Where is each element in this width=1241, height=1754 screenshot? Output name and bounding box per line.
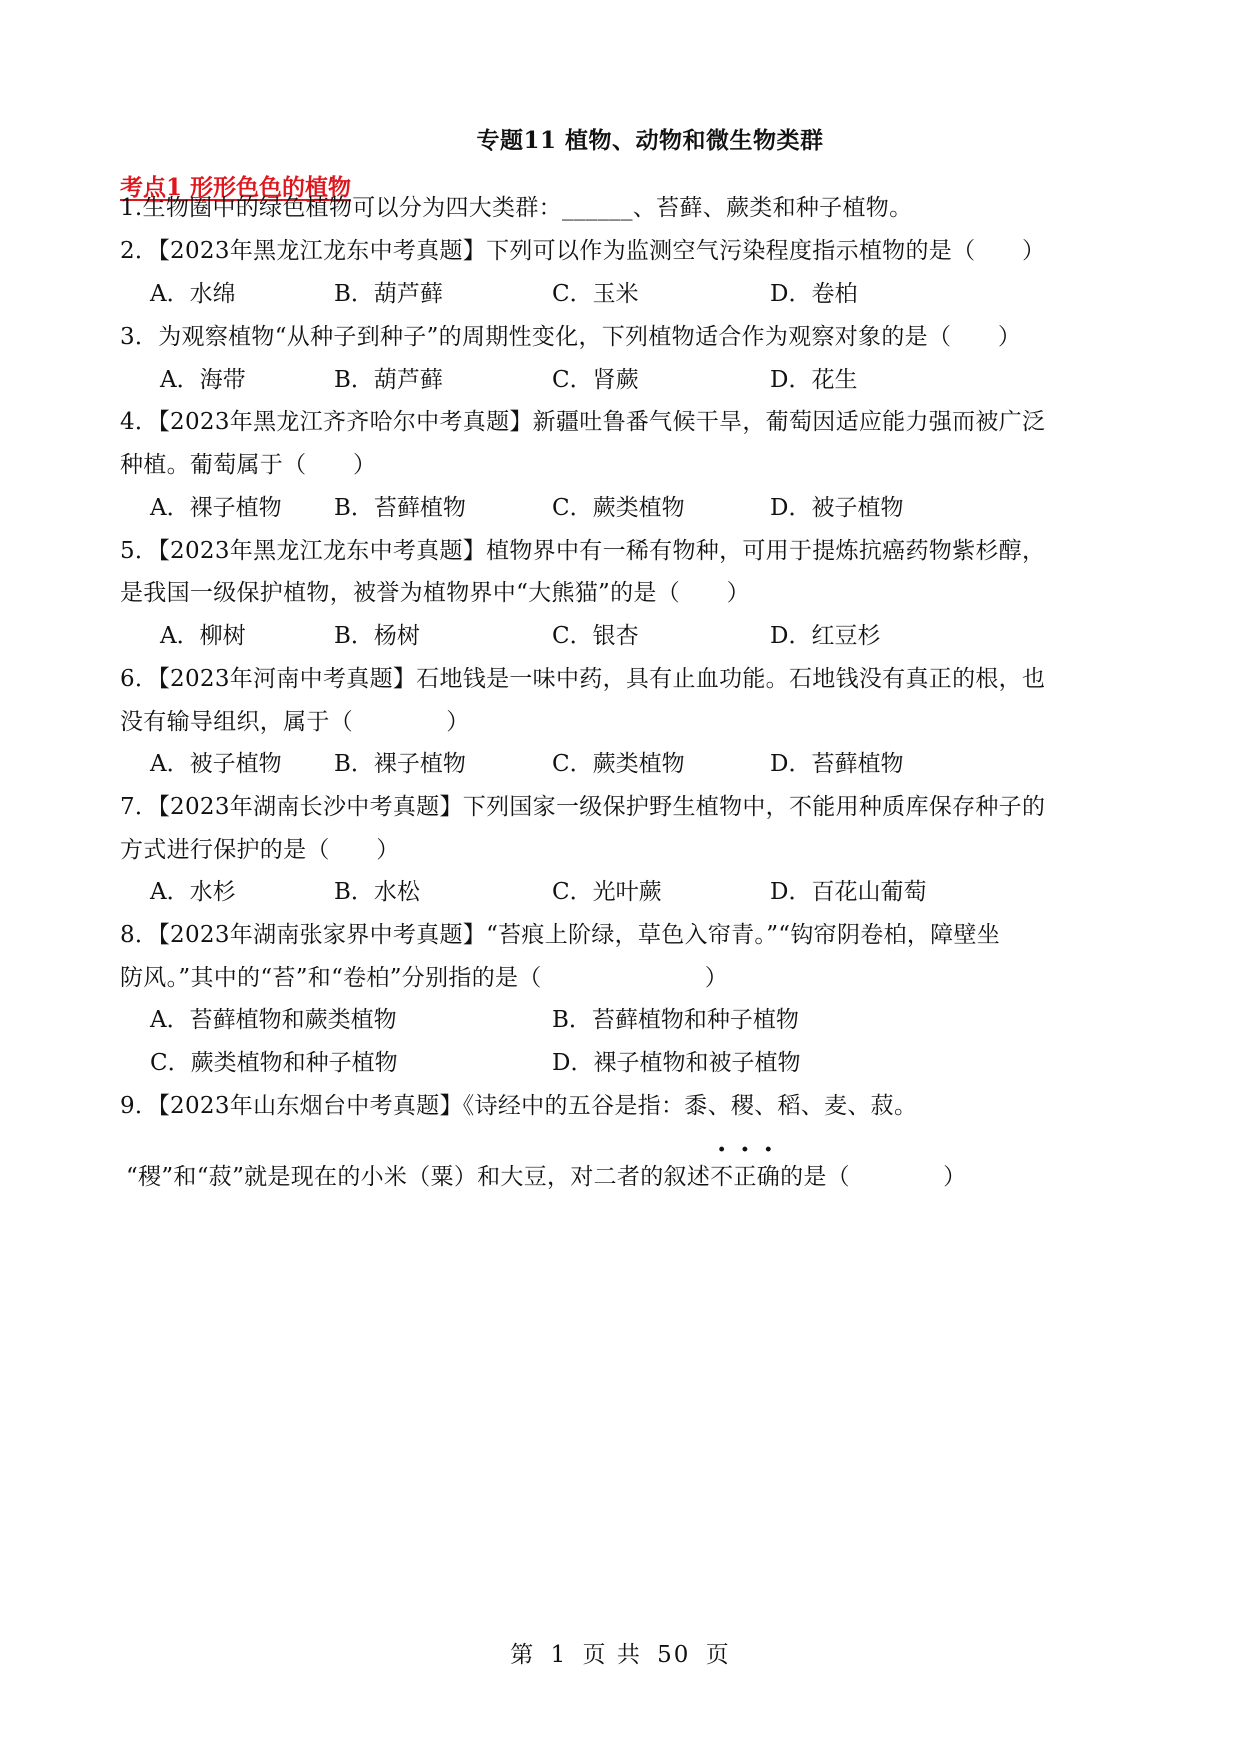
question-5-stem-line-1: 5．【2023年黑龙江龙东中考真题】植物界中有一稀有物种，可用于提炼抗癌药物紫杉醇， (120, 538, 1046, 564)
question-2-option-d: D．卷柏 (770, 281, 858, 307)
question-7-option-d: D．百花山葡萄 (770, 879, 927, 905)
question-3-stem: 3．为观察植物“从种子到种子”的周期性变化，下列植物适合作为观察对象的是（ ） (120, 324, 1022, 350)
question-5-stem-line-2: 是我国一级保护植物，被誉为植物界中“大熊猫”的是（ ） (120, 580, 750, 606)
question-4-stem-line-1: 4．【2023年黑龙江齐齐哈尔中考真题】新疆吐鲁番气候干旱，葡萄因适应能力强而被广泛 (120, 409, 1046, 435)
question-7-option-a: A．水杉 (150, 879, 236, 905)
question-9-text-after: 的是（ ） (780, 1164, 967, 1190)
question-2-option-c: C．玉米 (552, 281, 639, 307)
question-8-stem-line-2: 防风。”其中的“苔”和“卷柏”分别指的是（ ） (120, 965, 728, 991)
question-3-option-a: A．海带 (160, 367, 246, 393)
footer-prefix: 第 (510, 1642, 536, 1668)
question-7-option-c: C．光叶蕨 (552, 879, 662, 905)
question-8-stem-line-1: 8．【2023年湖南张家界中考真题】“苔痕上阶绿，草色入帘青。”“钩帘阴卷柏，障壁坐 (120, 922, 1001, 948)
question-7-stem-line-2: 方式进行保护的是（ ） (120, 837, 400, 863)
section-heading: 考点1 形形色色的植物 (120, 174, 352, 201)
emphasis-char-3: 确 (756, 1164, 781, 1190)
question-1-text-after: 、苔藓、蕨类和种子植物。 (632, 195, 913, 221)
question-3-option-c: C．肾蕨 (552, 367, 639, 393)
question-7-stem-line-1: 7．【2023年湖南长沙中考真题】下列国家一级保护野生植物中，不能用种质库保存种子的 (120, 794, 1046, 820)
question-6-stem-line-1: 6．【2023年河南中考真题】石地钱是一味中药，具有止血功能。石地钱没有真正的根，也 (120, 666, 1046, 692)
question-4-option-c: C．蕨类植物 (552, 495, 685, 521)
footer-total-pages: 50 (657, 1642, 691, 1668)
page-title: 专题11 植物、动物和微生物类群 (476, 127, 824, 154)
question-1-text-before: 1.生物圈中的绿色植物可以分为四大类群： (120, 195, 562, 221)
question-3-option-b: B．葫芦藓 (334, 367, 443, 393)
question-4-option-d: D．被子植物 (770, 495, 904, 521)
question-6-option-d: D．苔藓植物 (770, 751, 904, 777)
question-9-stem-line-1: 9．【2023年山东烟台中考真题】《诗经中的五谷是指：黍、稷、稻、麦、菽。 (120, 1093, 918, 1119)
footer-page-number: 1 (550, 1642, 568, 1668)
question-6-option-a: A．被子植物 (150, 751, 282, 777)
question-4-option-b: B．苔藓植物 (334, 495, 466, 521)
question-2-stem: 2．【2023年黑龙江龙东中考真题】下列可以作为监测空气污染程度指示植物的是（ ） (120, 238, 1046, 264)
question-8-option-a: A．苔藓植物和蕨类植物 (150, 1007, 397, 1033)
question-8-option-b: B．苔藓植物和种子植物 (552, 1007, 799, 1033)
question-9-stem-line-2 (126, 1162, 966, 1192)
question-6-stem-line-2: 没有输导组织，属于（ ） (120, 709, 470, 735)
question-1 (120, 193, 912, 223)
question-1-blank: ______ (561, 195, 633, 221)
question-8-option-d: D．裸子植物和被子植物 (552, 1050, 801, 1076)
page-footer (0, 1636, 1241, 1669)
footer-suffix: 页 (705, 1642, 731, 1668)
question-5-option-c: C．银杏 (552, 623, 639, 649)
question-6-option-c: C．蕨类植物 (552, 751, 685, 777)
emphasis-char-1: 不 (710, 1164, 734, 1190)
question-7-option-b: B．水松 (334, 879, 420, 905)
question-2-option-b: B．葫芦藓 (334, 281, 443, 307)
question-5-option-b: B．杨树 (334, 623, 420, 649)
question-8-option-c: C．蕨类植物和种子植物 (150, 1050, 398, 1076)
question-4-stem-line-2: 种植。葡萄属于（ ） (120, 452, 377, 478)
question-5-option-a: A．柳树 (160, 623, 246, 649)
question-6-option-b: B．裸子植物 (334, 751, 466, 777)
emphasis-char-2: 正 (733, 1164, 757, 1190)
question-2-option-a: A．水绵 (150, 281, 236, 307)
question-9-text-before: “稷”和“菽”就是现在的小米（粟）和大豆，对二者的叙述 (126, 1164, 711, 1190)
question-4-option-a: A．裸子植物 (150, 495, 282, 521)
question-3-option-d: D．花生 (770, 367, 858, 393)
footer-middle: 页 共 (582, 1642, 642, 1668)
question-5-option-d: D．红豆杉 (770, 623, 881, 649)
